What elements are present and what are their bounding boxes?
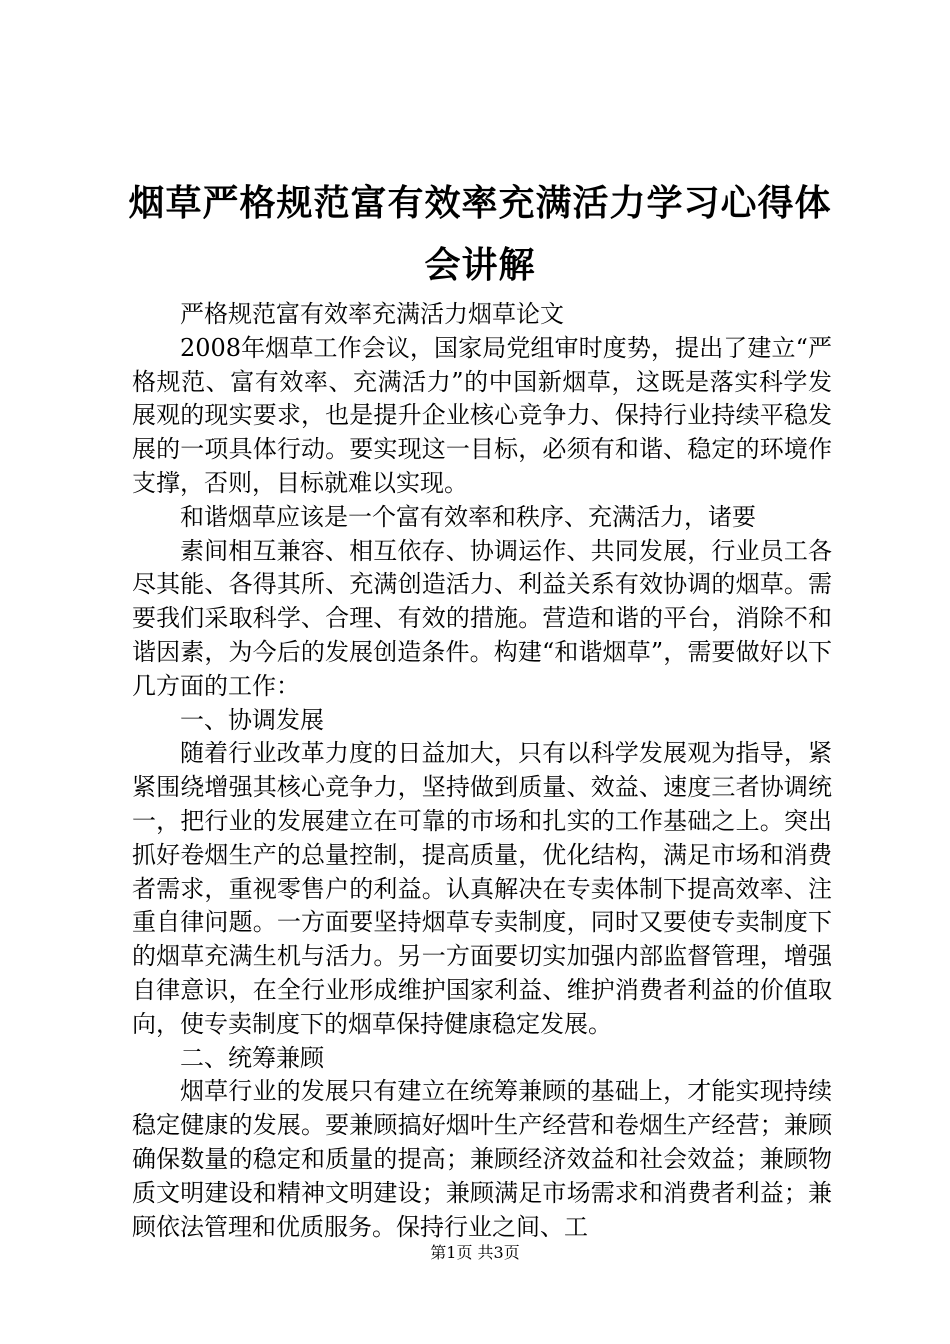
section-heading-2: 二、统筹兼顾 [180, 1043, 324, 1072]
section-heading-1: 一、协调发展 [180, 705, 324, 734]
paragraph-section-2: 烟草行业的发展只有建立在统筹兼顾的基础上，才能实现持续稳定健康的发展。要兼顾搞好烟叶生产经营和卷烟生产经营；兼顾确保数量的稳定和质量的提高；兼顾经济效益和社会效益；兼顾物质文明建设和精神文明建设；兼顾满足市场需求和消费者利益；兼顾依法管理和优质服务。保持行业之间、工 [132, 1077, 832, 1241]
document-body [132, 298, 832, 1244]
paragraph-subtitle: 严格规范富有效率充满活力烟草论文 [180, 300, 564, 328]
page-number-footer: 第1页 共3页 [430, 1243, 520, 1262]
document-title: 烟草严格规范富有效率充满活力学习心得体会讲解 [128, 182, 832, 286]
paragraph-harmony: 和谐烟草应该是一个富有效率和秩序、充满活力，诸要 [180, 502, 756, 531]
paragraph-section-1: 随着行业改革力度的日益加大，只有以科学发展观为指导，紧紧围绕增强其核心竞争力，坚持做到质量、效益、速度三者协调统一，把行业的发展建立在可靠的市场和扎实的工作基础之上。突出抓好卷烟生产的总量控制，提高质量，优化结构，满足市场和消费者需求，重视零售户的利益。认真解决在专卖体制下提高效率、注重自律问题。一方面要坚持烟草专卖制度，同时又要使专卖制度下的烟草充满生机与活力。另一方面要切实加强内部监督管理，增强自律意识，在全行业形成维护国家利益、维护消费者利益的价值取向，使专卖制度下的烟草保持健康稳定发展。 [132, 739, 832, 1038]
paragraph-intro: 2008年烟草工作会议，国家局党组审时度势，提出了建立“严格规范、富有效率、充满活力”的中国新烟草，这既是落实科学发展观的现实要求，也是提升企业核心竞争力、保持行业持续平稳发展的一项具体行动。要实现这一目标，必须有和谐、稳定的环境作支撑，否则，目标就难以实现。 [132, 333, 832, 497]
paragraph-harmony-continued: 素间相互兼容、相互依存、协调运作、共同发展，行业员工各尽其能、各得其所、充满创造活力、利益关系有效协调的烟草。需要我们采取科学、合理、有效的措施。营造和谐的平台，消除不和谐因素，为今后的发展创造条件。构建“和谐烟草”，需要做好以下几方面的工作： [132, 536, 832, 700]
